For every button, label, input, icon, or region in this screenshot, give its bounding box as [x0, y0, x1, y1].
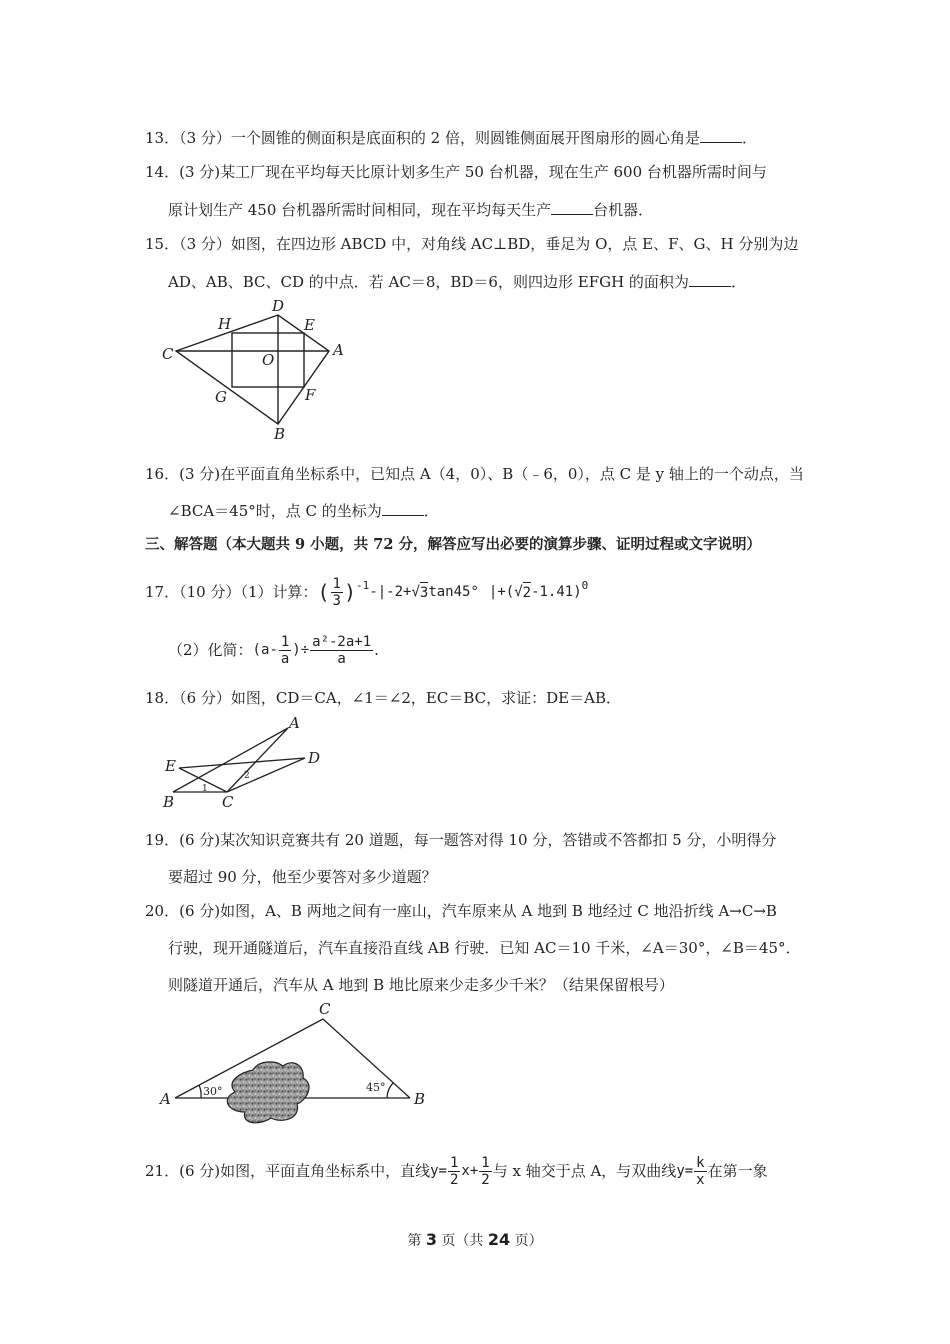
q14-line1: 14．(3 分)某工厂现在平均每天比原计划多生产 50 台机器，现在生产 600 台机器所需时间与	[145, 163, 767, 181]
label-o: O	[262, 351, 275, 369]
q18-line1: 18．（6 分）如图，CD＝CA，∠1＝∠2，EC＝BC，求证：DE＝AB．	[145, 689, 621, 707]
answer-blank	[551, 200, 593, 215]
fraction-k-over-x	[694, 1155, 706, 1188]
q16-line2-end: ．	[423, 502, 439, 520]
label-b: B	[414, 1090, 426, 1108]
label-a: A	[333, 341, 344, 359]
paren-close-div: )÷	[292, 642, 310, 658]
q13-text: 13．（3 分）一个圆锥的侧面积是底面积的 2 倍，则圆锥侧面展开图扇形的圆心角是	[145, 129, 700, 147]
label-c: C	[222, 793, 234, 811]
paren-a-minus: (a-	[252, 642, 278, 658]
angle-a-label: 30°	[203, 1085, 223, 1098]
label-f: F	[305, 386, 316, 404]
label-e: E	[165, 757, 176, 775]
q17-part2	[168, 630, 379, 670]
q13-end: ．	[741, 129, 757, 147]
q15-line2-text: AD、AB、BC、CD 的中点．若 AC＝8，BD＝6，则四边形 EFGH 的面积为	[168, 273, 689, 291]
angle-1-label: 1	[202, 784, 208, 794]
frac-den: x	[696, 1171, 705, 1188]
q15-line2	[168, 272, 746, 292]
q21-line1	[145, 1150, 768, 1192]
frac-num: 1	[332, 575, 341, 592]
q20-line3: 则隧道开通后，汽车从 A 地到 B 地比原来少走多少千米？（结果保留根号）	[168, 976, 674, 994]
angle-b-label: 45°	[366, 1081, 386, 1094]
q16-line2-text: ∠BCA＝45°时，点 C 的坐标为	[168, 502, 382, 520]
label-d: D	[308, 749, 321, 767]
q21-x-plus: x+	[461, 1163, 479, 1179]
q20-line1: 20．(6 分)如图，A、B 两地之间有一座山，汽车原来从 A 地到 B 地经过 C 地沿折线 A→C→B	[145, 902, 777, 920]
q21-end: 在第一象	[707, 1162, 768, 1180]
segment-ba	[173, 728, 288, 792]
frac-num: 1	[280, 633, 290, 650]
page-number: 3	[425, 1230, 437, 1249]
q19-line1: 19．(6 分)某次知识竞赛共有 20 道题，每一题答对得 10 分，答错或不答都扣 5 分，小明得分	[145, 831, 777, 849]
sqrt-3: 3	[420, 582, 428, 603]
exponent-0: 0	[581, 578, 589, 592]
sqrt-2: 2	[523, 582, 531, 603]
q21-y-eq-2: y=	[676, 1163, 694, 1179]
footer-pre: 第	[407, 1233, 422, 1249]
sqrt-icon: √	[411, 584, 420, 600]
sqrt-icon: √	[514, 584, 523, 600]
abs-open: -|-2+	[369, 584, 412, 600]
frac-num: 1	[449, 1154, 459, 1171]
page-footer	[0, 1230, 950, 1250]
answer-blank	[689, 272, 731, 287]
q15-line1: 15．（3 分）如图，在四边形 ABCD 中，对角线 AC⊥BD，垂足为 O，点 E、F、G、H 分别为边	[145, 235, 799, 253]
label-b: B	[163, 793, 175, 811]
label-c: C	[319, 1000, 331, 1018]
answer-blank	[382, 501, 424, 516]
frac-num: a²-2a+1	[312, 633, 372, 650]
mountain-blob	[227, 1062, 309, 1123]
q16-line2	[168, 501, 439, 521]
fraction-one-third	[331, 576, 343, 609]
q13-line1	[145, 128, 757, 148]
fraction-half-2	[479, 1155, 491, 1188]
exponent-neg1: -1	[356, 578, 370, 592]
frac-num: 1	[481, 1154, 490, 1171]
fraction-one-over-a	[279, 634, 291, 667]
frac-den: 2	[481, 1171, 490, 1188]
total-pages: 24	[487, 1230, 511, 1249]
frac-den: a	[337, 650, 346, 667]
angle-2-label: 2	[244, 771, 250, 781]
label-a: A	[289, 714, 300, 732]
q15-quadrilateral-figure	[155, 296, 365, 446]
q17-part2-prefix: （2）化简：	[168, 641, 253, 659]
answer-blank	[700, 128, 742, 143]
q17-expr1	[318, 576, 589, 609]
minus-141: -1.41)	[531, 584, 582, 600]
label-c: C	[162, 345, 174, 363]
q17-part1	[145, 576, 588, 608]
q21-prefix: 21．(6 分)如图，平面直角坐标系中，直线	[145, 1162, 431, 1180]
label-e: E	[304, 316, 315, 334]
label-g: G	[215, 388, 227, 406]
footer-mid: 页（共	[441, 1233, 484, 1249]
angle-b-arc	[387, 1083, 393, 1098]
fraction-poly-over-a	[310, 634, 373, 667]
label-b: B	[274, 425, 286, 443]
label-d: D	[272, 297, 285, 315]
frac-den: 3	[332, 592, 341, 609]
q20-line2: 行驶，现开通隧道后，汽车直接沿直线 AB 行驶．已知 AC＝10 千米，∠A＝30°，∠B＝45°．	[168, 939, 801, 957]
q17-part2-end: .	[374, 641, 379, 659]
section3-heading: 三、解答题（本大题共 9 小题，共 72 分，解答应写出必要的演算步骤、证明过程或文字说明）	[145, 536, 761, 553]
label-a: A	[160, 1090, 171, 1108]
q20-mountain-figure	[155, 1000, 445, 1140]
q17-part1-prefix: 17．（10 分）（1）计算：	[145, 583, 318, 601]
tan45: tan45°	[428, 584, 479, 600]
fraction-half	[448, 1155, 460, 1188]
paren-close: )	[343, 580, 357, 604]
q14-line2-end: 台机器．	[593, 201, 654, 219]
frac-num: k	[696, 1154, 705, 1171]
q14-line2-text: 原计划生产 450 台机器所需时间相同，现在平均每天生产	[168, 201, 552, 219]
frac-den: 2	[449, 1171, 459, 1188]
q19-line2: 要超过 90 分，他至少要答对多少道题？	[168, 868, 437, 886]
paren-open: (	[317, 580, 330, 604]
abs-close: |+(	[488, 584, 515, 600]
q14-line2	[168, 200, 653, 220]
footer-post: 页）	[514, 1233, 543, 1249]
q17-expr2	[253, 634, 375, 667]
angle-a-arc	[199, 1085, 201, 1098]
q15-line2-end: ．	[730, 273, 746, 291]
q21-y-eq: y=	[430, 1163, 447, 1179]
label-h: H	[218, 315, 232, 333]
frac-den: a	[280, 650, 290, 667]
q18-triangles-figure	[155, 712, 340, 812]
q21-mid: 与 x 轴交于点 A，与双曲线	[492, 1162, 677, 1180]
q16-line1: 16．(3 分)在平面直角坐标系中，已知点 A（4，0）、B（﹣6，0），点 C 是 y 轴上的一个动点，当	[145, 465, 804, 483]
